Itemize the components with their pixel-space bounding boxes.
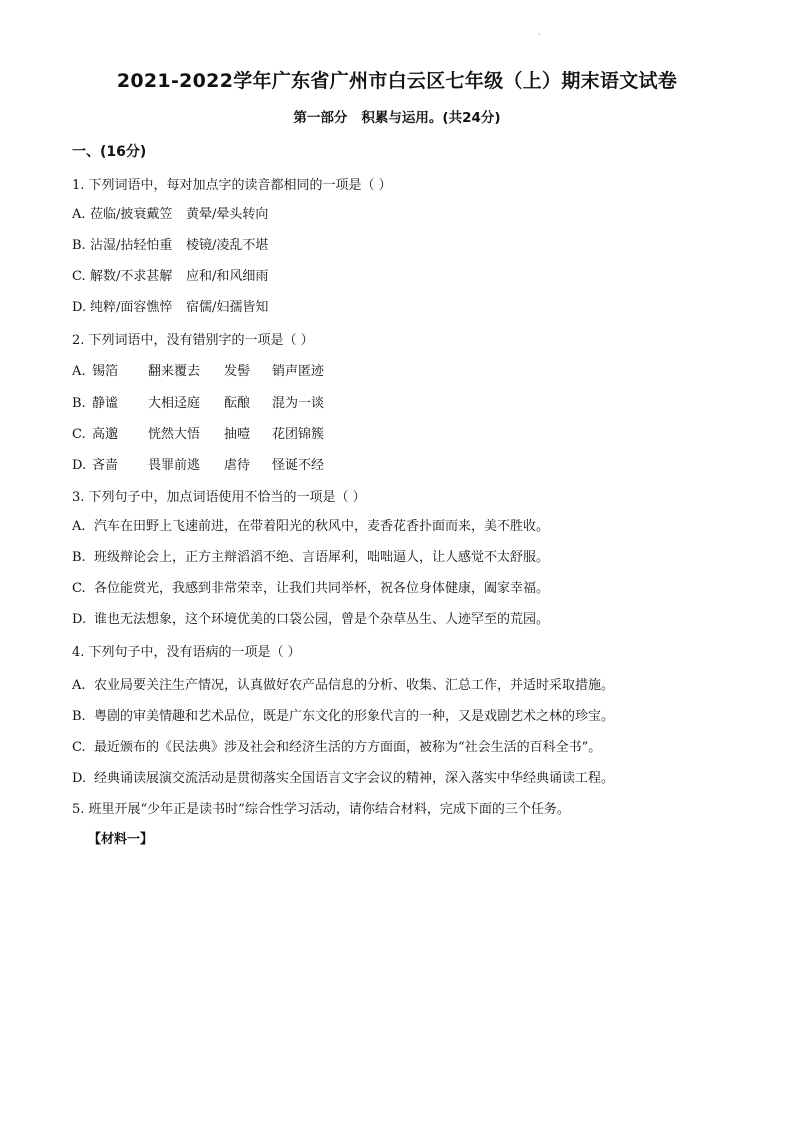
question-4-option-d bbox=[72, 767, 614, 786]
part-number: 第一部分 bbox=[293, 110, 348, 126]
question-3-option-c bbox=[72, 577, 549, 596]
option-label: B. bbox=[72, 550, 86, 565]
option-word: 畏罪前逃 bbox=[148, 458, 201, 473]
option-text: 谁也无法想象，这个环境优美的口袋公园，曾是个杂草丛生、人迹罕至的荒园。 bbox=[94, 612, 550, 627]
option-label: C. bbox=[72, 581, 86, 596]
option-word-pair-2: 应和/和风细雨 bbox=[186, 269, 269, 284]
option-word: 虐待 bbox=[224, 458, 251, 473]
option-word: 抽噎 bbox=[224, 427, 251, 442]
material-label: 【材料一】 bbox=[88, 832, 154, 847]
option-label: A. bbox=[72, 519, 86, 534]
option-word: 花团锦簇 bbox=[272, 427, 325, 442]
question-3-option-d bbox=[72, 608, 549, 627]
question-3-option-b bbox=[72, 546, 549, 565]
option-word-pair-1: 莅临/披衰戴笠 bbox=[90, 207, 173, 222]
option-text: 粤剧的审美情趣和艺术品位，既是广东文化的形象代言的一种，又是戏剧艺术之林的珍宝。 bbox=[94, 709, 615, 724]
question-4-stem: 4. 下列句子中，没有语病的一项是（ ） bbox=[72, 645, 301, 660]
option-word-pair-1: 纯粹/面容憔悴 bbox=[90, 300, 173, 315]
question-3-stem: 3. 下列句子中，加点词语使用不恰当的一项是（ ） bbox=[72, 490, 366, 505]
option-word: 大相迳庭 bbox=[148, 396, 201, 411]
option-label: C. bbox=[72, 269, 86, 284]
option-label: B. bbox=[72, 709, 86, 724]
question-1-option-c bbox=[72, 265, 282, 284]
option-word: 混为一谈 bbox=[272, 396, 325, 411]
option-word: 吝啬 bbox=[92, 458, 119, 473]
option-text: 汽车在田野上飞速前进，在带着阳光的秋风中，麦香花香扑面而来，美不胜收。 bbox=[94, 519, 550, 534]
option-label: A. bbox=[72, 207, 86, 222]
option-text: 最近颁布的《民法典》涉及社会和经济生活的方方面面，被称为“社会生活的百科全书”。 bbox=[94, 740, 602, 755]
option-word-pair-2: 棱镜/凌乱不堪 bbox=[186, 238, 269, 253]
option-word: 怪诞不经 bbox=[272, 458, 325, 473]
option-label: D. bbox=[72, 458, 87, 473]
option-label: C. bbox=[72, 427, 86, 442]
option-word-pair-1: 解数/不求甚解 bbox=[90, 269, 173, 284]
option-word: 翻来覆去 bbox=[148, 364, 201, 379]
option-label: A. bbox=[72, 678, 86, 693]
option-text: 经典诵读展演交流活动是贯彻落实全国语言文字会议的精神，深入落实中华经典诵读工程。 bbox=[94, 771, 615, 786]
option-label: B. bbox=[72, 238, 86, 253]
option-label: D. bbox=[72, 612, 87, 627]
option-word: 酝酿 bbox=[224, 396, 251, 411]
option-word: 恍然大悟 bbox=[148, 427, 201, 442]
option-label: D. bbox=[72, 771, 87, 786]
question-2-stem: 2. 下列词语中，没有错别字的一项是（ ） bbox=[72, 333, 314, 348]
option-word-pair-1: 沾湿/拈轻怕重 bbox=[90, 238, 173, 253]
option-word: 静谧 bbox=[92, 396, 119, 411]
option-text: 各位能赏光，我感到非常荣幸，让我们共同举杯，祝各位身体健康，阖家幸福。 bbox=[94, 581, 550, 596]
question-4-option-a bbox=[72, 674, 614, 693]
option-text: 班级辩论会上，正方主辩滔滔不绝、言语犀利，咄咄逼人，让人感觉不太舒服。 bbox=[94, 550, 550, 565]
question-2-option-c bbox=[72, 423, 324, 442]
option-word: 高邈 bbox=[92, 427, 119, 442]
question-4-option-b bbox=[72, 705, 614, 724]
question-5-stem: 5. 班里开展“少年正是读书时”综合性学习活动，请你结合材料，完成下面的三个任务。 bbox=[72, 802, 570, 817]
section-heading: 一、(16分) bbox=[72, 144, 147, 160]
part-description: 积累与运用。(共24分) bbox=[361, 110, 501, 126]
option-word-pair-2: 黄晕/晕头转向 bbox=[186, 207, 269, 222]
option-word: 锡箔 bbox=[92, 364, 119, 379]
question-4-option-c bbox=[72, 736, 601, 755]
question-1-option-d bbox=[72, 296, 282, 315]
option-label: B. bbox=[72, 396, 86, 411]
option-word: 发髻 bbox=[224, 364, 251, 379]
question-2-option-a bbox=[72, 360, 324, 379]
question-3-option-a bbox=[72, 515, 549, 534]
question-2-option-b bbox=[72, 392, 324, 411]
scan-dot: · bbox=[538, 30, 541, 39]
question-1-option-b bbox=[72, 234, 282, 253]
option-label: A. bbox=[72, 364, 86, 379]
option-label: D. bbox=[72, 300, 87, 315]
question-2-option-d bbox=[72, 454, 324, 473]
part-heading bbox=[0, 106, 794, 126]
option-word-pair-2: 宿儒/妇孺皆知 bbox=[186, 300, 269, 315]
option-label: C. bbox=[72, 740, 86, 755]
option-word: 销声匿迹 bbox=[272, 364, 325, 379]
question-1-option-a bbox=[72, 203, 282, 222]
option-text: 农业局要关注生产情况，认真做好农产品信息的分析、收集、汇总工作，并适时采取措施。 bbox=[94, 678, 615, 693]
question-1-stem: 1. 下列词语中，每对加点字的读音都相同的一项是（ ） bbox=[72, 178, 392, 193]
exam-title: 2021-2022学年广东省广州市白云区七年级（上）期末语文试卷 bbox=[116, 70, 678, 92]
